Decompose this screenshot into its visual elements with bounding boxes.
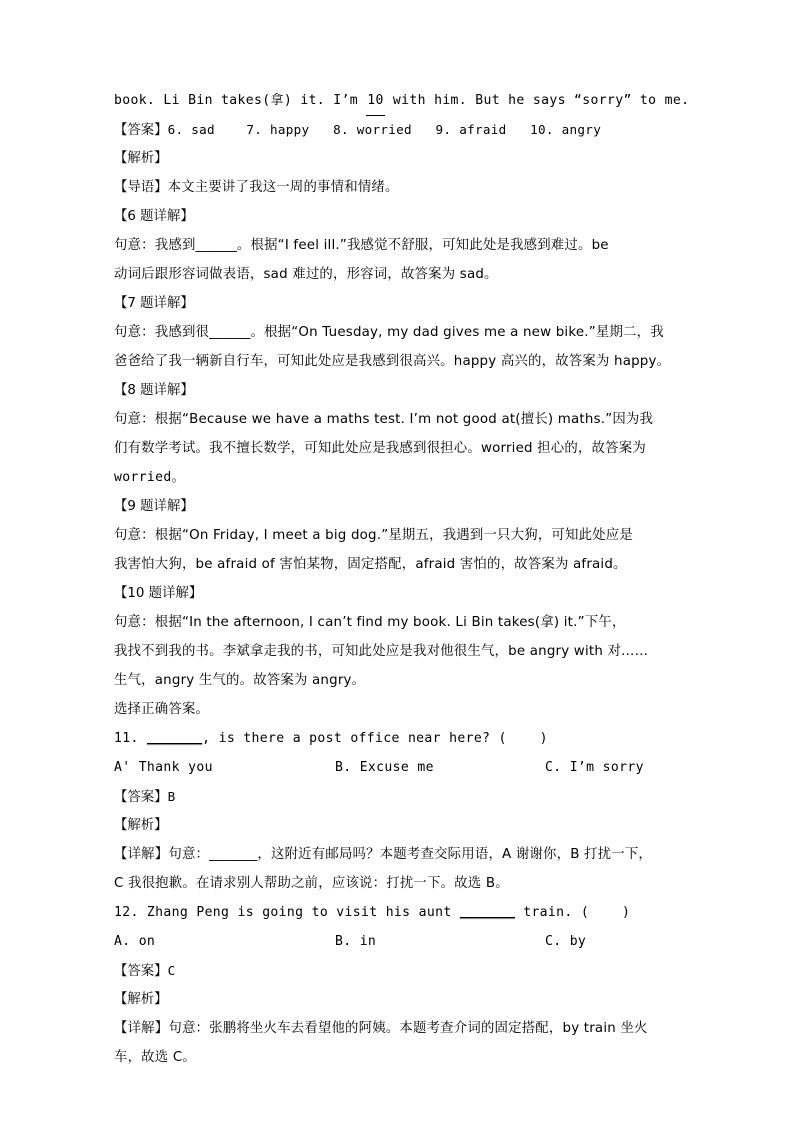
question-12-stem-after: train. ( ) bbox=[514, 905, 631, 920]
question-12-stem-before: 12. Zhang Peng is going to visit his aunt bbox=[114, 905, 460, 920]
detail-line-7-1: 句意：我感到很______。根据“On Tuesday, my dad gives me a new bike.”星期二，我 bbox=[114, 325, 664, 340]
detail-header-9-label: 【9 题详解】 bbox=[114, 499, 194, 514]
question-11-blank: _______ bbox=[146, 731, 203, 746]
question-12-detail-1: 【详解】句意：张鹏将坐火车去看望他的阿姨。本题考查介词的固定搭配，by train 坐火 bbox=[114, 1021, 648, 1036]
detail-line-6-1: 句意：我感到______。根据“I feel ill.”我感觉不舒服，可知此处是我感到难过。be bbox=[114, 238, 609, 253]
detail-header-7-label: 【7 题详解】 bbox=[114, 296, 194, 311]
question-12-stem bbox=[114, 898, 682, 927]
passage-tail-line bbox=[114, 86, 690, 115]
question-11-answer-row bbox=[114, 782, 682, 811]
detail-header-6 bbox=[114, 202, 682, 231]
question-12-option-c[interactable]: C. by bbox=[545, 934, 587, 949]
question-11-stem-after: , is there a post office near here? ( ) bbox=[202, 731, 548, 746]
detail-header-6-label: 【6 题详解】 bbox=[114, 209, 194, 224]
question-11-option-a[interactable]: A' Thank you bbox=[114, 760, 213, 775]
question-11-analysis-tag bbox=[114, 811, 682, 840]
detail-line-6-2: 动词后跟形容词做表语，sad 难过的，形容词，故答案为 sad。 bbox=[114, 267, 498, 282]
detail-line-10-2: 我找不到我的书。李斌拿走我的书，可知此处应是我对他很生气，be angry with 对…… bbox=[114, 644, 649, 659]
detail-line-10-1: 句意：根据“In the afternoon, I can’t find my book. Li Bin takes(拿) it.”下午， bbox=[114, 615, 626, 630]
question-12-answer-value: C bbox=[167, 963, 176, 978]
guide-line bbox=[114, 173, 682, 202]
detail-line-10-3: 生气，angry 生气的。故答案为 angry。 bbox=[114, 673, 366, 688]
detail-line-8-2: 们有数学考试。我不擅长数学，可知此处应是我感到很担心。worried 担心的，故答案为 bbox=[114, 441, 646, 456]
detail-line-8-3: worried。 bbox=[114, 470, 186, 485]
detail-header-10-label: 【10 题详解】 bbox=[114, 586, 203, 601]
question-11-options bbox=[114, 753, 682, 782]
detail-line-9-1: 句意：根据“On Friday, I meet a big dog.”星期五，我遇到一只大狗，可知此处应是 bbox=[114, 528, 633, 543]
question-12-option-a[interactable]: A. on bbox=[114, 934, 156, 949]
question-11-stem bbox=[114, 724, 682, 753]
detail-line-7-2: 爸爸给了我一辆新自行车，可知此处应是我感到很高兴。happy 高兴的，故答案为 happy。 bbox=[114, 354, 671, 369]
analysis-tag-cloze bbox=[114, 144, 682, 173]
question-11-analysis-label: 【解析】 bbox=[114, 818, 168, 833]
question-11-option-c[interactable]: C. I’m sorry bbox=[545, 760, 644, 775]
analysis-tag-label: 【解析】 bbox=[114, 151, 168, 166]
question-11-option-b[interactable]: B. Excuse me bbox=[335, 760, 434, 775]
passage-tail-before: book. Li Bin takes(拿) it. I’m bbox=[114, 93, 367, 108]
cloze-answers-row bbox=[114, 115, 682, 144]
question-11-answer-value: B bbox=[167, 789, 176, 804]
document-body bbox=[114, 86, 690, 1072]
question-12-options bbox=[114, 927, 682, 956]
question-11-detail-1: 【详解】句意：_______，这附近有邮局吗？本题考查交际用语，A 谢谢你，B 打扰一下， bbox=[114, 847, 653, 862]
question-12-analysis-label: 【解析】 bbox=[114, 992, 168, 1007]
detail-header-10 bbox=[114, 579, 682, 608]
cloze-answers-values: 6. sad 7. happy 8. worried 9. afraid 10. angry bbox=[167, 122, 602, 137]
guide-text: 本文主要讲了我这一周的事情和情绪。 bbox=[167, 180, 399, 195]
detail-header-9 bbox=[114, 492, 682, 521]
answer-tag: 【答案】 bbox=[114, 123, 168, 138]
question-12-answer-tag: 【答案】 bbox=[114, 964, 168, 979]
detail-header-8-label: 【8 题详解】 bbox=[114, 383, 194, 398]
question-11-answer-tag: 【答案】 bbox=[114, 790, 168, 805]
question-11-stem-before: 11. bbox=[114, 731, 147, 746]
section-instruction: 选择正确答案。 bbox=[114, 702, 210, 717]
question-11-detail-2: C 我很抱歉。在请求别人帮助之前，应该说：打扰一下。故选 B。 bbox=[114, 876, 509, 891]
detail-line-8-1: 句意：根据“Because we have a maths test. I’m not good at(擅长) maths.”因为我 bbox=[114, 412, 654, 427]
detail-header-7 bbox=[114, 289, 682, 318]
guide-tag: 【导语】 bbox=[114, 180, 168, 195]
question-12-option-b[interactable]: B. in bbox=[335, 934, 377, 949]
detail-header-8 bbox=[114, 376, 682, 405]
question-12-answer-row bbox=[114, 956, 682, 985]
question-12-detail-2: 车，故选 C。 bbox=[114, 1050, 196, 1065]
passage-tail-after: with him. But he says “sorry” to me. bbox=[384, 93, 690, 108]
detail-line-9-2: 我害怕大狗，be afraid of 害怕某物，固定搭配，afraid 害怕的，故答案为 afraid。 bbox=[114, 557, 627, 572]
passage-blank-10: 10 bbox=[366, 86, 384, 116]
question-12-analysis-tag bbox=[114, 985, 682, 1014]
question-12-blank: _______ bbox=[459, 905, 515, 920]
